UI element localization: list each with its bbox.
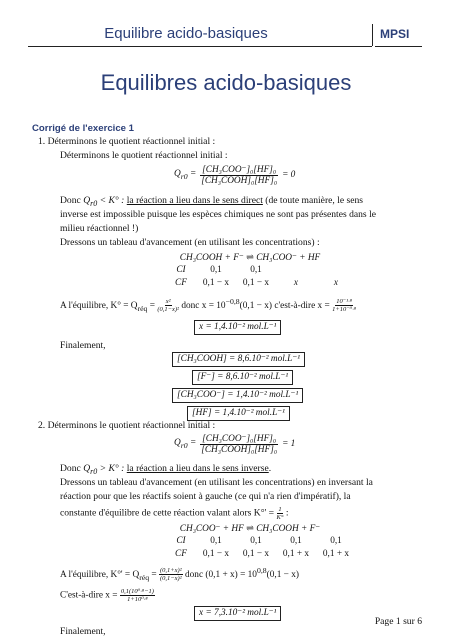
p2-finalement: Finalement, bbox=[60, 626, 106, 637]
p1-finalement: Finalement, bbox=[60, 340, 106, 351]
p2-text-3: réaction pour que les réactifs soient à gauche (ce qui n'a rien d'impératif), la bbox=[60, 491, 351, 502]
page-header bbox=[0, 0, 452, 52]
p1-result-hf: [HF] = 1,4.10⁻² mol.L⁻¹ bbox=[187, 406, 290, 421]
p1-ci-2: 0,1 bbox=[250, 265, 262, 275]
p2-quotient-den: [CH₃COOH]₀[HF]₀ bbox=[201, 445, 278, 455]
p1-donc: Donc $Q_{r0} < K^\circ$ : la réaction a lieu dans le sens direct (de toute manière, le sens bbox=[60, 195, 364, 208]
p2-cf-4: 0,1 + x bbox=[322, 549, 350, 559]
p1-line1: 1. Déterminons le quotient réactionnel initial : bbox=[38, 136, 216, 147]
p2-ci-1: 0,1 bbox=[210, 536, 222, 546]
header-badge: MPSI bbox=[380, 27, 410, 41]
p2-text-4: constante d'équilibre de cette réaction valant alors K°' = $\frac{1}{K^\circ}$ : bbox=[60, 506, 289, 521]
p2-quotient-num: [CH₃COO⁻]₀[HF]₀ bbox=[202, 434, 277, 444]
p1-text-4: Dressons un tableau d'avancement (en utilisant les concentrations) : bbox=[60, 237, 320, 248]
p2-cf-0: CF bbox=[175, 549, 187, 559]
p2-cf-2: 0,1 − x bbox=[242, 549, 270, 559]
p2-ci-3: 0,1 bbox=[290, 536, 302, 546]
page-number: Page 1 sur 6 bbox=[374, 616, 422, 627]
p2-cest-a-dire: C'est-à-dire x = $\frac{\text{0,1(10⁰·⁸−1)}}{\text{1+10⁰·⁸}}$ bbox=[60, 588, 154, 603]
header-title: Equilibre acido-basiques bbox=[104, 25, 268, 42]
p1-cf-4: x bbox=[333, 278, 339, 288]
p2-ci-2: 0,1 bbox=[250, 536, 262, 546]
p2-quotient: $Q_{r0}$ = [CH₃COO⁻]₀[HF]₀ [CH₃COOH]₀[HF]₀ = 1 bbox=[174, 434, 296, 455]
p1-text-2: inverse est impossible puisque les espèces chimiques ne sont pas présentes dans le bbox=[60, 209, 376, 220]
p2-ci-4: 0,1 bbox=[330, 536, 342, 546]
p1-x-result: x = 1,4.10⁻² mol.L⁻¹ bbox=[194, 320, 281, 335]
p1-quotient-den: [CH₃COOH]₀[HF]₀ bbox=[201, 176, 278, 186]
p2-ci-0: CI bbox=[176, 536, 186, 546]
header-separator bbox=[372, 24, 373, 46]
p1-cf-3: x bbox=[293, 278, 299, 288]
p1-result-f: [F⁻] = 8,6.10⁻² mol.L⁻¹ bbox=[192, 370, 293, 385]
section-heading: Corrigé de l'exercice 1 bbox=[32, 123, 135, 134]
p1-line2: Déterminons le quotient réactionnel initial : bbox=[60, 150, 228, 161]
p2-text-2: Dressons un tableau d'avancement (en utilisant les concentrations) en inversant la bbox=[60, 477, 373, 488]
p1-text-3: milieu réactionnel !) bbox=[60, 223, 139, 234]
p2-cf-3: 0,1 + x bbox=[282, 549, 310, 559]
p1-quotient-num: [CH₃COO⁻]₀[HF]₀ bbox=[202, 165, 277, 175]
p1-cf-0: CF bbox=[175, 278, 187, 288]
p2-equilibrium: A l'équilibre, $K^\circ' = Q_{réq}$ = $\frac{\text{(0,1+x)²}}{\text{(0,1−x)²}}$ donc $(0,1 + x) = 10^{0,8}(0,1 - x)$ bbox=[60, 566, 299, 583]
p2-equation: CH₃COO⁻ + HF ⇌ CH₃COOH + F⁻ bbox=[179, 524, 321, 534]
p1-equation: CH₃COOH + F⁻ ⇌ CH₃COO⁻ + HF bbox=[179, 253, 321, 263]
p1-cf-1: 0,1 − x bbox=[202, 278, 230, 288]
p1-ci-0: CI bbox=[176, 265, 186, 275]
p2-donc: Donc $Q_{r0} > K^\circ$ : la réaction a lieu dans le sens inverse. bbox=[60, 463, 272, 476]
p1-result-ch3cooh: [CH₃COOH] = 8,6.10⁻² mol.L⁻¹ bbox=[172, 352, 305, 367]
header-rule bbox=[28, 46, 372, 47]
header-badge-rule bbox=[375, 46, 422, 47]
p1-ci-1: 0,1 bbox=[210, 265, 222, 275]
p2-line1: 2. Déterminons le quotient réactionnel initial : bbox=[38, 420, 216, 431]
p2-cf-1: 0,1 − x bbox=[202, 549, 230, 559]
p1-cf-2: 0,1 − x bbox=[242, 278, 270, 288]
p2-x-result: x = 7,3.10⁻² mol.L⁻¹ bbox=[194, 606, 281, 621]
p1-result-ch3coo: [CH₃COO⁻] = 1,4.10⁻² mol.L⁻¹ bbox=[172, 388, 303, 403]
document-title: Equilibres acido-basiques bbox=[100, 70, 352, 95]
p1-quotient: $Q_{r0}$ = [CH₃COO⁻]₀[HF]₀ [CH₃COOH]₀[HF]₀ = 0 bbox=[174, 165, 296, 186]
p1-equilibrium: A l'équilibre, $K^\circ = Q_{réq}$ = $\frac{\text{x²}}{\text{(0,1−x)²}}$ donc $x = 10^{-0,8}(0,1 - x)$ c'est-à-dire x = $\frac{\text{10⁻¹·⁸}}{\text{1+10⁻⁰·⁸}}$ bbox=[60, 297, 357, 314]
